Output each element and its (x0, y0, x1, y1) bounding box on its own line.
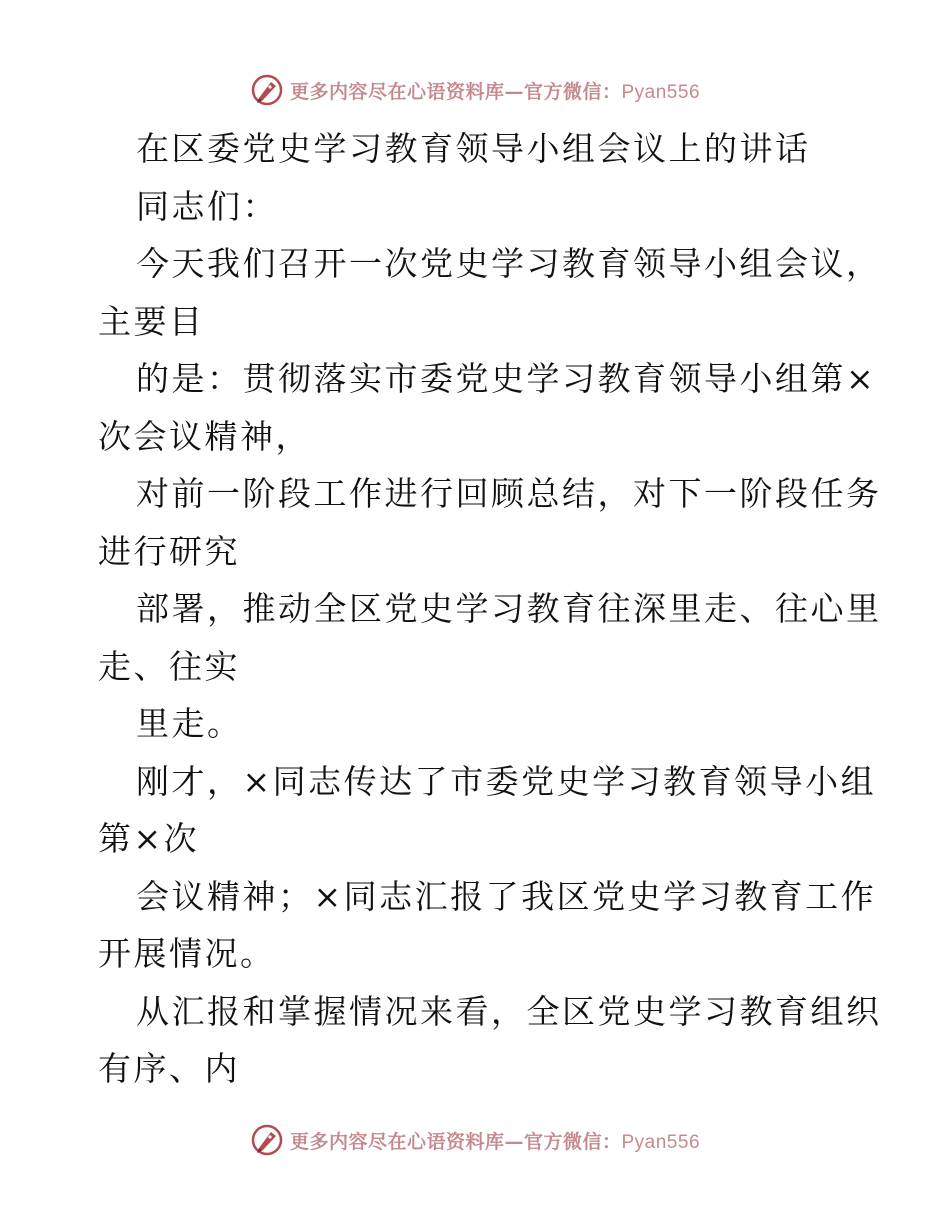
text-line: 从汇报和掌握情况来看，全区党史学习教育组织 (136, 991, 882, 1031)
text-line: 部署，推动全区党史学习教育往深里走、往心里 (136, 589, 882, 628)
text-line: 主要目 (98, 301, 205, 341)
text-line: 对前一阶段工作进行回顾总结，对下一阶段任务 (136, 474, 882, 513)
text-line: 今天我们召开一次党史学习教育领导小组会议， (136, 244, 882, 283)
watermark-text: 更多内容尽在心语资料库—官方微信： (289, 80, 622, 103)
pen-nib-logo-icon (250, 73, 284, 107)
text-line: 第×次 (98, 819, 200, 858)
text-line: 进行研究 (98, 531, 240, 571)
document-title: 在区委党史学习教育领导小组会议上的讲话 (136, 129, 811, 168)
text-line: 里走。 (136, 704, 243, 743)
text-line: 有序、内 (98, 1049, 240, 1088)
text-line: 会议精神；×同志汇报了我区党史学习教育工作 (136, 876, 877, 916)
text-line: 次会议精神， (98, 416, 311, 456)
header-watermark (0, 70, 950, 110)
watermark-text: 更多内容尽在心语资料库—官方微信： (289, 1130, 622, 1153)
footer-watermark (0, 1120, 950, 1160)
watermark-wechat-id: Pyan556 (621, 1131, 701, 1153)
text-line: 走、往实 (98, 646, 240, 686)
text-line: 同志们： (136, 186, 278, 226)
document-body (98, 120, 898, 1098)
pen-nib-logo-icon (250, 1123, 284, 1157)
text-line: 的是：贯彻落实市委党史学习教育领导小组第× (136, 359, 877, 398)
text-line: 刚才，×同志传达了市委党史学习教育领导小组 (136, 761, 877, 801)
text-line: 开展情况。 (98, 934, 276, 973)
watermark-wechat-id: Pyan556 (621, 81, 701, 103)
